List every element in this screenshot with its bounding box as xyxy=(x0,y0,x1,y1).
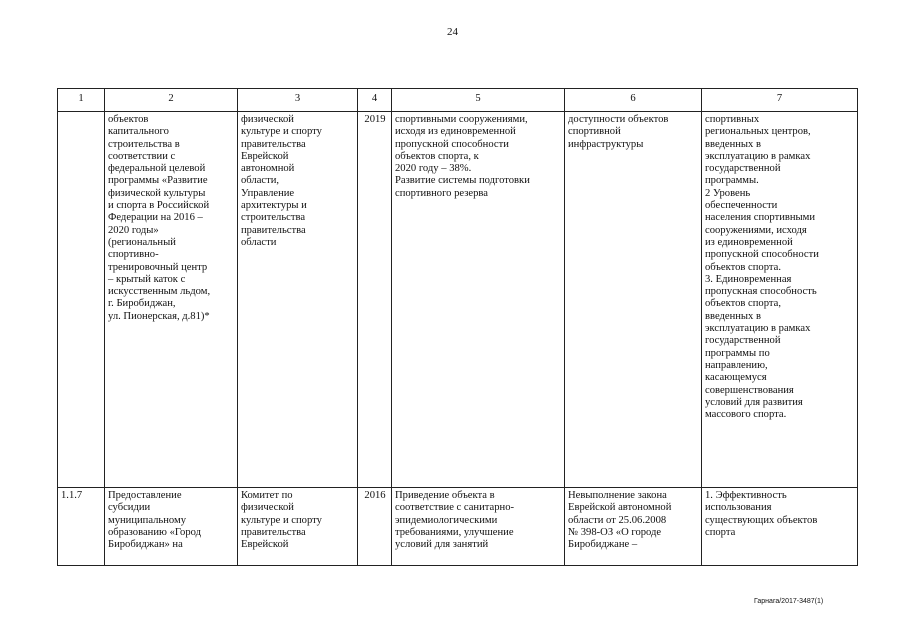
document-id: Гарнага/2017-3487(1) xyxy=(754,598,824,605)
year-cell: 2019 xyxy=(358,112,392,488)
row-number-cell: 1.1.7 xyxy=(58,488,105,566)
column-header-7: 7 xyxy=(702,89,858,112)
expected-result-cell: Приведение объекта в соответствие с санитарно- эпидемиологическими требованиями, улучшение условий для занятий xyxy=(392,488,565,566)
program-table xyxy=(57,88,858,566)
executor-cell: физической культуре и спорту правительства Еврейской автономной области, Управление архитектуры и строительства правительства области xyxy=(238,112,358,488)
consequences-cell: доступности объектов спортивной инфраструктуры xyxy=(565,112,702,488)
table-row xyxy=(58,488,858,566)
column-header-2: 2 xyxy=(105,89,238,112)
header-row xyxy=(58,89,858,112)
column-header-5: 5 xyxy=(392,89,565,112)
column-header-1: 1 xyxy=(58,89,105,112)
column-header-4: 4 xyxy=(358,89,392,112)
page-number: 24 xyxy=(447,26,458,38)
expected-result-cell: спортивными сооружениями, исходя из единовременной пропускной способности объектов спорта, к 2020 году – 38%. Развитие системы подготовки спортивного резерва xyxy=(392,112,565,488)
year-cell: 2016 xyxy=(358,488,392,566)
indicators-cell: 1. Эффективность использования существующих объектов спорта xyxy=(702,488,858,566)
consequences-cell: Невыполнение закона Еврейской автономной области от 25.06.2008 № 398-ОЗ «О городе Биробиджане – xyxy=(565,488,702,566)
column-header-6: 6 xyxy=(565,89,702,112)
row-number-cell xyxy=(58,112,105,488)
table-row xyxy=(58,112,858,488)
column-header-3: 3 xyxy=(238,89,358,112)
measure-name-cell: Предоставление субсидии муниципальному образованию «Город Биробиджан» на xyxy=(105,488,238,566)
indicators-cell: спортивных региональных центров, введенных в эксплуатацию в рамках государственной программы. 2 Уровень обеспеченности населения спортивными сооружениями, исходя из единовременной пропускной способности объектов спорта. 3. Единовременная пропускная способность объектов спорта, введенных в эксплуатацию в рамках государственной программы по направлению, касающемуся совершенствования условий для развития массового спорта. xyxy=(702,112,858,488)
executor-cell: Комитет по физической культуре и спорту правительства Еврейской xyxy=(238,488,358,566)
measure-name-cell: объектов капитального строительства в соответствии с федеральной целевой программы «Развитие физической культуры и спорта в Российской Федерации на 2016 – 2020 годы» (региональный спортивно- тренировочный центр – крытый каток с искусственным льдом, г. Биробиджан, ул. Пионерская, д.81)* xyxy=(105,112,238,488)
